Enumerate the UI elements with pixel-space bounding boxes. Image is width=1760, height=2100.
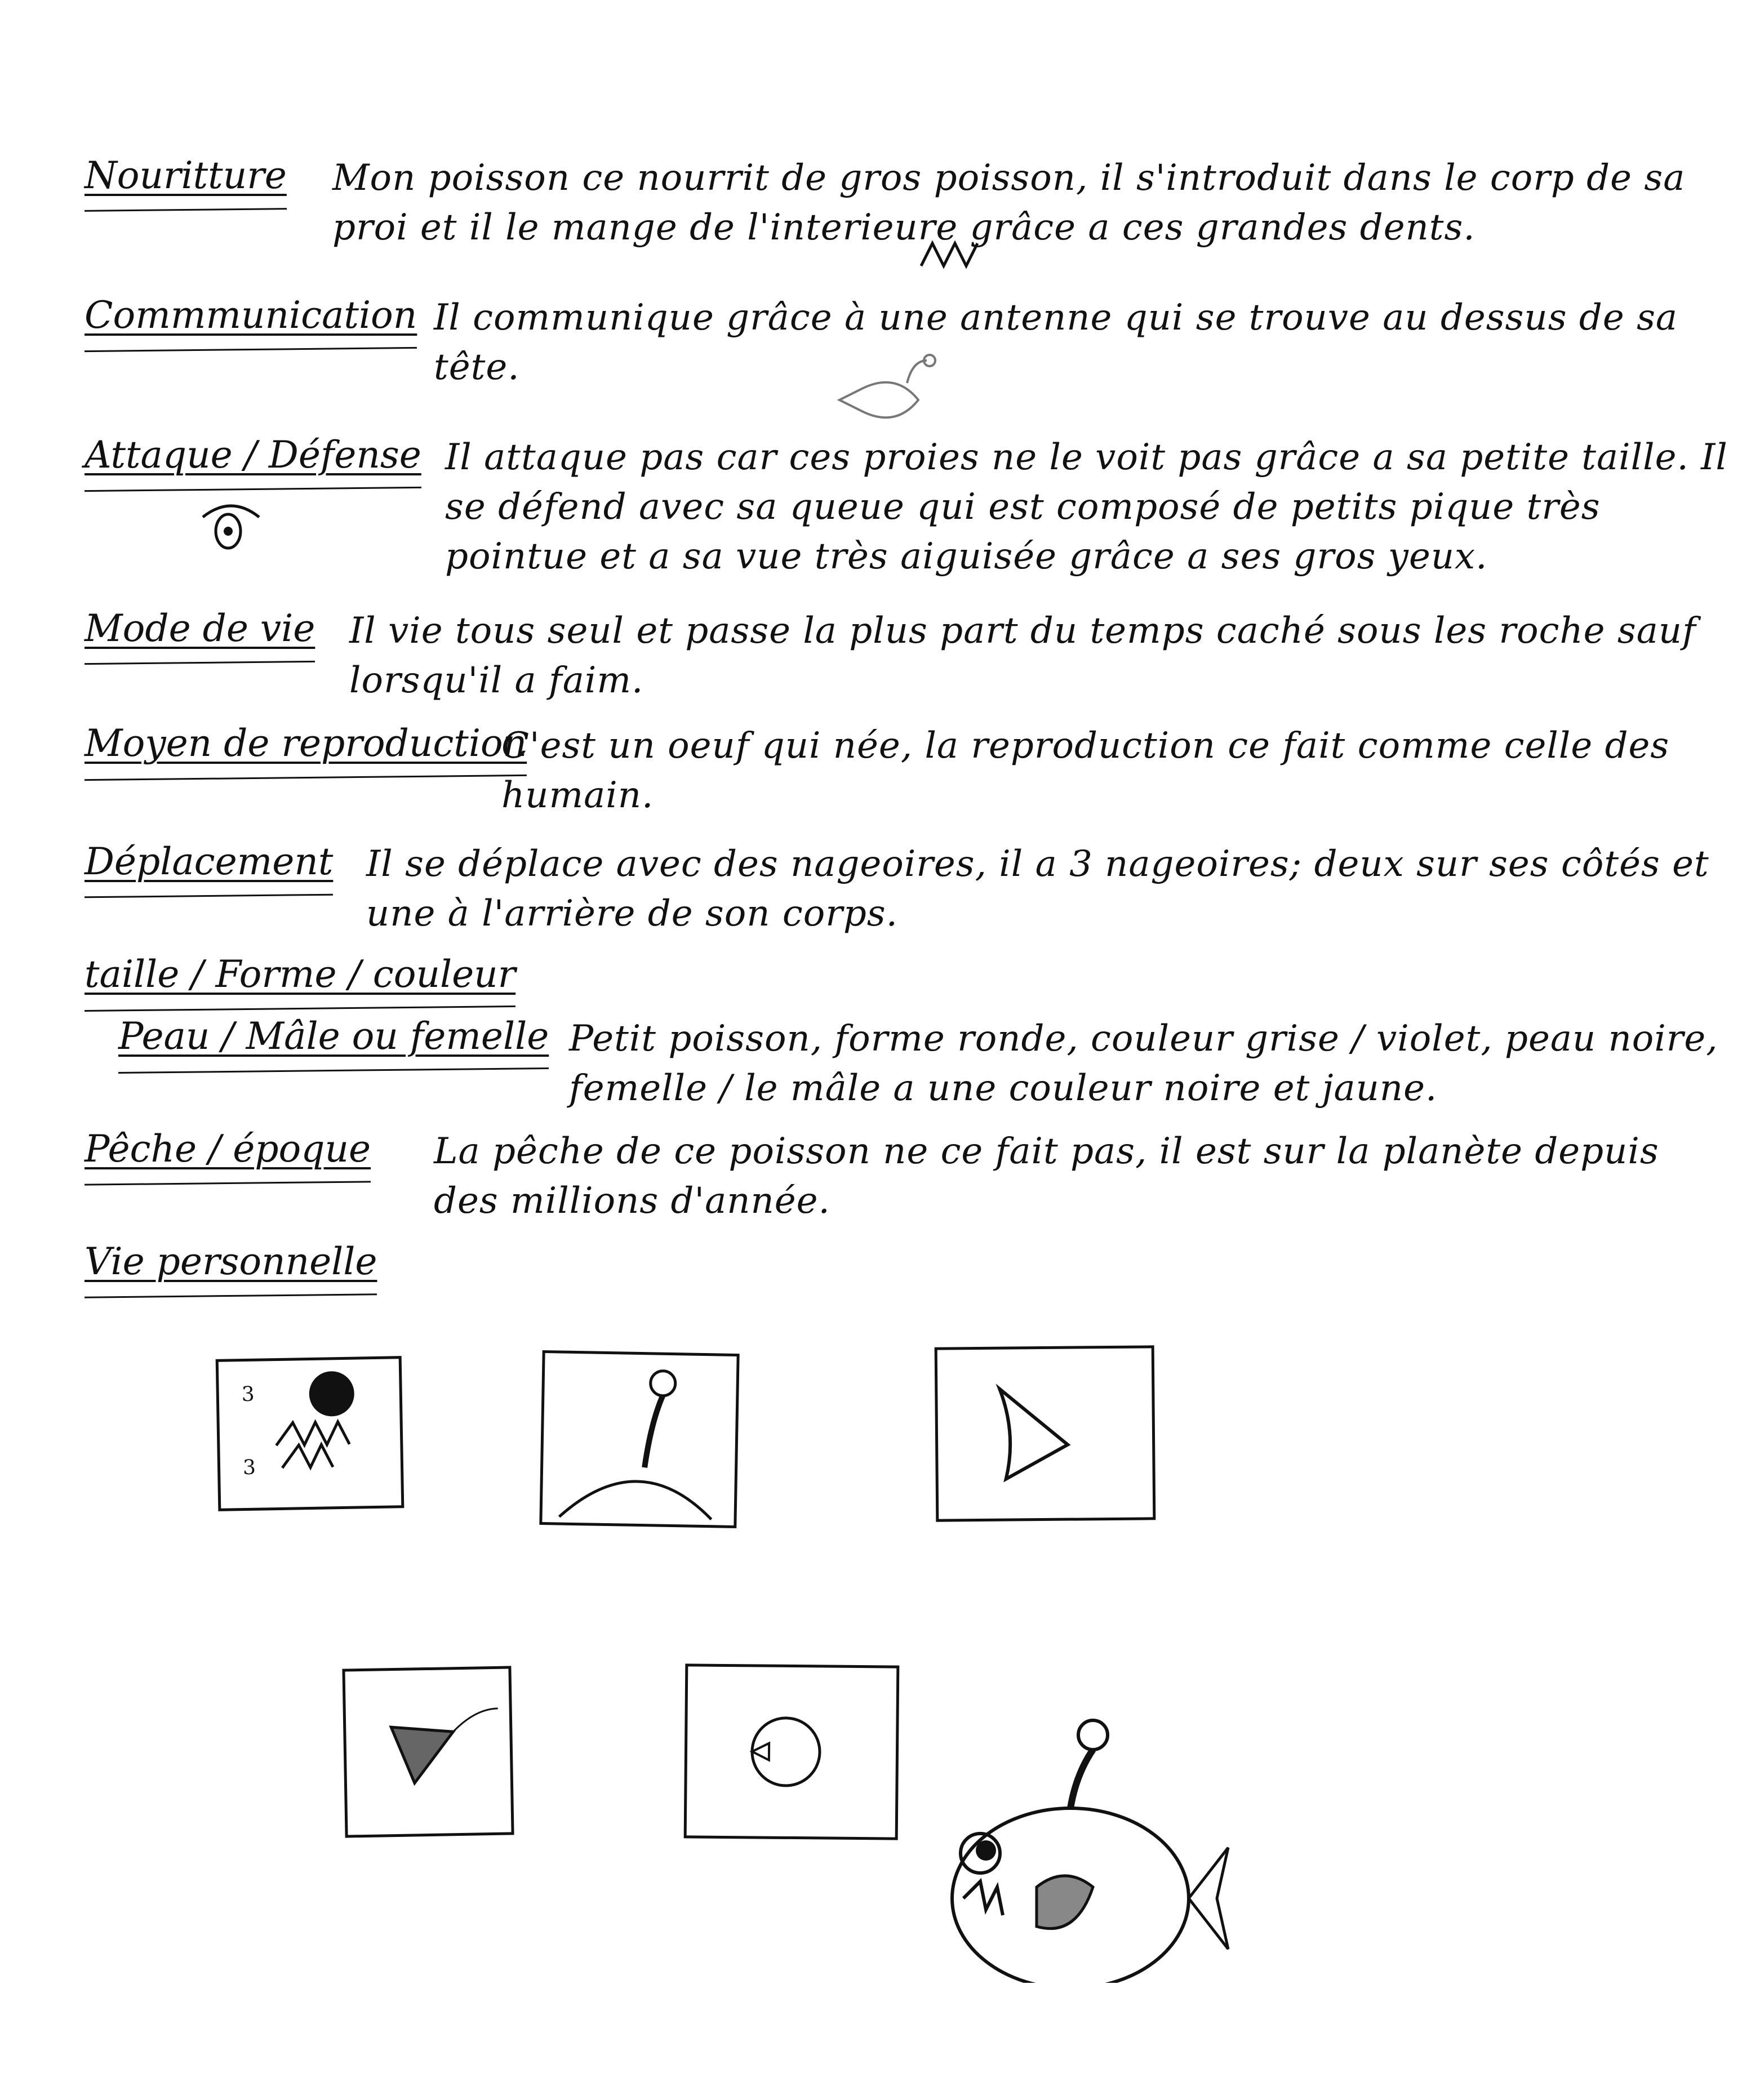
section-attaque-defense xyxy=(85,433,1730,602)
scaled-tail-icon xyxy=(345,1669,511,1835)
section-moyen-de-reproduction xyxy=(85,721,1730,834)
section-label: Nouritture xyxy=(85,154,287,197)
drawing-box-tail xyxy=(342,1666,514,1838)
section-label: Déplacement xyxy=(85,840,334,883)
section-nouritture xyxy=(85,153,1730,266)
drawing-box-fin xyxy=(935,1345,1156,1521)
svg-text:3: 3 xyxy=(242,1456,256,1480)
section-taille-forme-couleur xyxy=(85,952,1730,1008)
drawing-box-teeth xyxy=(216,1356,405,1511)
fish-mouth-teeth-icon xyxy=(219,1359,401,1509)
section-label: Pêche / époque xyxy=(85,1127,371,1171)
section-vie-personnelle xyxy=(85,1239,1730,1296)
section-text: Il communique grâce à une antenne qui se trouve au dessus de sa tête. xyxy=(434,297,1678,388)
section-label: Commmunication xyxy=(85,293,417,337)
drawing-box-round-fish xyxy=(684,1663,900,1840)
section-label: Vie personnelle xyxy=(85,1240,377,1283)
anglerfish-drawing-icon xyxy=(924,1712,1239,1983)
section-label: Peau / Mâle ou femelle xyxy=(118,1015,549,1058)
triangle-fin-icon xyxy=(937,1348,1153,1519)
drawing-box-antenna xyxy=(539,1350,739,1528)
main-fish-drawing xyxy=(924,1712,1239,1983)
section-label: Moyen de reproduction xyxy=(85,722,527,765)
antenna-head-icon xyxy=(542,1353,736,1525)
section-label: Mode de vie xyxy=(85,607,315,650)
svg-text:3: 3 xyxy=(241,1382,255,1407)
section-text: La pêche de ce poisson ne ce fait pas, il est sur la planète depuis des millions d'année. xyxy=(434,1131,1659,1222)
section-peau-male-femelle xyxy=(85,1014,1730,1127)
round-fish-icon xyxy=(687,1666,897,1837)
section-text: Petit poisson, forme ronde, couleur grise / violet, peau noire, femelle / le mâle a une couleur noire et jaune. xyxy=(569,1018,1718,1109)
teeth-doodle-icon xyxy=(918,238,986,272)
small-fish-doodle-icon xyxy=(828,349,941,434)
section-deplacement xyxy=(85,839,1730,952)
section-text: Il attaque pas car ces proies ne le voit pas grâce a sa petite taille. Il se défend avec sa queue qui est composé de petits pique très pointue et a sa vue très aiguisée grâce a ses gros yeux. xyxy=(445,437,1728,577)
section-text: Il vie tous seul et passe la plus part du temps caché sous les roche sauf lorsqu'il a faim. xyxy=(349,610,1696,701)
section-text: C'est un oeuf qui née, la reproduction ce fait comme celle des humain. xyxy=(501,725,1670,816)
eye-doodle-icon xyxy=(197,495,265,557)
section-text: Il se déplace avec des nageoires, il a 3 nageoires; deux sur ses côtés et une à l'arrière de son corps. xyxy=(366,843,1709,935)
section-communication xyxy=(85,293,1730,406)
section-peche-epoque xyxy=(85,1127,1730,1239)
section-mode-de-vie xyxy=(85,606,1730,719)
section-label: taille / Forme / couleur xyxy=(85,953,516,996)
section-text: Mon poisson ce nourrit de gros poisson, il s'introduit dans le corp de sa proi et il le mange de l'interieure grâce a ces grandes dents. xyxy=(332,157,1686,248)
section-label: Attaque / Défense xyxy=(85,433,421,477)
